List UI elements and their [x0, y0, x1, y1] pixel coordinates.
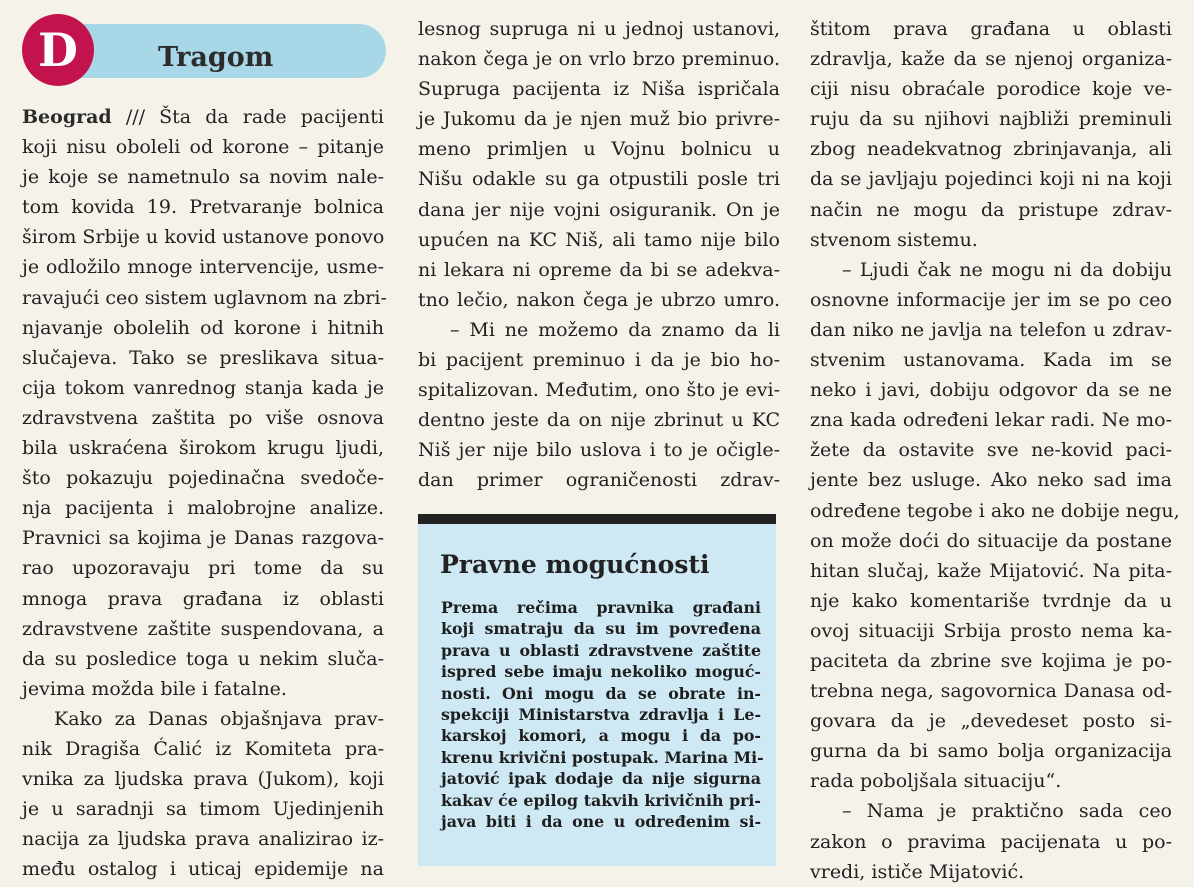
text-line: upućen na KC Niš, ali tamo nije bilo [418, 228, 780, 251]
text-line: ovoj situaciji Srbija prosto nema ka- [810, 619, 1172, 642]
text-line: nacija za ljudska prava analizirao iz- [22, 828, 384, 851]
section-badge: D [22, 14, 94, 86]
text-line: zdravstvena zaštita po više osnova [22, 406, 384, 429]
text-line: je koje se nametnulo sa novim nale- [22, 166, 384, 189]
text-line: neko i javi, dobiju odgovor da se ne [810, 379, 1172, 402]
text-line: koji nisu oboleli od korone – pitanje [22, 136, 384, 159]
text-line: je Jukomu da je njen muž bio privre- [418, 108, 780, 131]
dateline-kicker: Beograd [22, 106, 112, 128]
text-line: ravajući ceo sistem uglavnom na zbri- [22, 286, 387, 309]
text-line: ni lekara ni opreme da bi se adekva- [418, 258, 780, 281]
box-text-line: kakav će epilog takvih krivičnih pri- [441, 790, 761, 810]
text-line: tom kovida 19. Pretvaranje bolnica [22, 196, 384, 219]
text-line: lesnog supruga ni u jednoj ustanovi, [418, 18, 780, 40]
text-line: dan primer ograničenosti zdrav- [418, 469, 780, 492]
text-line: paciteta da zbrine sve kojima je po- [810, 649, 1172, 672]
box-text-line: karskoj komori, a mogu i da po- [441, 726, 761, 746]
text-line: zbog neadekvatnog zbrinjavanja, ali [810, 138, 1172, 161]
text-line: da se javljaju pojedinci koji ni na koji [810, 168, 1172, 191]
text-line: nik Dragiša Ćalić iz Komiteta pra- [22, 737, 384, 760]
text-line: rao upozoravaju pri tome da su [22, 557, 384, 580]
text-line: Nišu odakle su ga otpustili posle tri [418, 168, 780, 191]
text-line: širom Srbije u kovid ustanove ponovo [22, 226, 385, 249]
article-column-1 [22, 102, 387, 884]
text-line: nakon čega je on vrlo brzo preminuo. [418, 48, 780, 71]
text-line: spitalizovan. Međutim, ono što je evi- [418, 379, 780, 402]
text-line: osnovne informacije jer im se po ceo [810, 288, 1172, 311]
text-line: da su posledice toga u nekim sluča- [22, 647, 384, 670]
text-line: dan niko ne javlja na telefon u zdrav- [810, 318, 1172, 341]
box-text-line: ispred sebe imaju nekoliko moguć- [441, 662, 761, 682]
text-line: zdravlja, kaže da se njenoj organiza- [810, 48, 1172, 71]
text-line: slučajeva. Tako se preslikava situa- [22, 346, 384, 369]
text-line: među ostalog i uticaj epidemije na [22, 858, 384, 881]
box-text-line: spekciji Ministarstva zdravlja i Le- [441, 705, 761, 725]
box-text-line: Prema rečima pravnika građani [441, 598, 761, 617]
text-line: ruju da su njihovi najbliži preminuli [810, 108, 1172, 131]
text-line: trebna nega, sagovornica Danasa od- [810, 680, 1172, 703]
text-line: način ne mogu da pristupe zdrav- [810, 198, 1172, 221]
text-line: on može doći do situacije da postane [810, 529, 1172, 552]
text-line: Pravnici sa kojima je Danas razgova- [22, 527, 384, 550]
box-text-line: nosti. Oni mogu da se obrate in- [441, 683, 761, 703]
sidebar-box-title: Pravne mogućnosti [440, 550, 710, 579]
article-column-2 [418, 14, 780, 496]
text-line: je odložilo mnoge intervencije, usme- [22, 256, 384, 279]
box-text-line: jatović ipak dodaje da nije sigurna [441, 769, 761, 789]
text-line: Niš jer nije bilo uslova i to je očigle- [418, 439, 780, 462]
text-line: tno lečio, nakon čega je ubrzo umro. [418, 288, 780, 311]
text-line: zna kada određeni lekar radi. Ne mo- [810, 409, 1172, 432]
text-line: mnoga prava građana iz oblasti [22, 587, 384, 610]
text-line: cija tokom vanrednog stanja kada je [22, 376, 384, 399]
text-line: vnika za ljudska prava (Jukom), koji [22, 768, 384, 791]
section-header [22, 14, 386, 86]
text-line: Supruga pacijenta iz Niša ispričala [418, 78, 780, 101]
box-text-line: prava u oblasti zdravstvene zaštite [441, 640, 761, 660]
section-title: Tragom [158, 42, 274, 73]
text-line: gurna da bi samo bolja organizacija [810, 740, 1172, 763]
sidebar-box-rule [418, 514, 776, 524]
text-line: štitom prava građana u oblasti [810, 18, 1172, 40]
text-line: – Ljudi čak ne mogu ni da dobiju [842, 258, 1172, 281]
text-line: bi pacijent preminuo i da je bio ho- [418, 349, 780, 372]
box-text-line: java biti i da one u određenim si- [441, 812, 761, 832]
text-line: jevima možda bile i fatalne. [22, 677, 287, 700]
text-line: Beograd /// Šta da rade pacijenti [22, 106, 384, 128]
text-line: meno primljen u Vojnu bolnicu u [418, 138, 780, 161]
text-line: što pokazuju pojedinačna svedoče- [22, 467, 384, 490]
text-line: hitan slučaj, kaže Mijatović. Na pita- [810, 559, 1172, 582]
text-line: rada poboljšala situaciju“. [810, 770, 1062, 793]
text-line: ciji nisu obraćale porodice koje ve- [810, 78, 1172, 101]
text-line: stvenom sistemu. [810, 228, 978, 251]
text-line: – Nama je praktično sada ceo [842, 800, 1172, 823]
text-line: Kako za Danas objašnjava prav- [54, 707, 384, 730]
sidebar-box-body [441, 597, 764, 832]
text-line: zdravstvene zaštite suspendovana, a [22, 617, 384, 640]
text-line: određene tegobe i ako ne dobije negu, [810, 499, 1180, 522]
text-line: nja pacijenta i malobrojne analize. [22, 497, 384, 520]
text-line: bila uskraćena širokom krugu ljudi, [22, 437, 384, 460]
text-line: njavanje obolelih od korone i hitnih [22, 316, 384, 339]
text-line: vredi, ističe Mijatović. [810, 860, 1025, 883]
text-line: zakon o pravima pacijenata u po- [810, 830, 1172, 853]
box-text-line: koji smatraju da su im povređena [441, 619, 761, 639]
text-line: dana jer nije vojni osiguranik. On je [418, 198, 780, 221]
text-line: dentno jeste da on nije zbrinut u KC [418, 409, 780, 432]
text-line: govara da je „devedeset posto si- [810, 710, 1172, 733]
text-line: stvenim ustanovama. Kada im se [810, 349, 1172, 372]
text-line: žete da ostavite sve ne-kovid paci- [810, 439, 1172, 462]
box-text-line: krenu krivični postupak. Marina Mi- [441, 747, 764, 767]
text-line: jente bez usluge. Ako neko sad ima [810, 469, 1172, 492]
text-line: je u saradnji sa timom Ujedinjenih [22, 798, 384, 821]
article-column-3 [810, 14, 1180, 887]
text-line: – Mi ne možemo da znamo da li [450, 318, 780, 341]
text-line: nje kako komentariše tvrdnje da u [810, 589, 1172, 612]
